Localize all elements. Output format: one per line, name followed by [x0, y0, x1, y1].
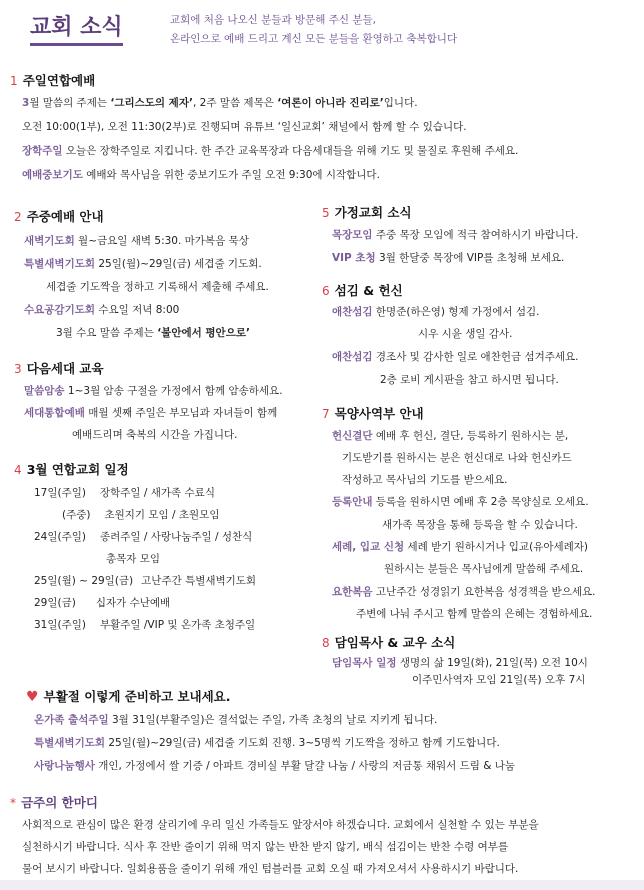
weekly-line-2: 실천하시기 바랍니다. 식사 후 잔반 줄이기 위해 먹지 않는 반찬 받지 않기, 배식 섬김이는 반찬 수령 여부를	[22, 841, 509, 853]
s2-theme: ‘불안에서 평안으로’	[157, 327, 250, 339]
schedule-row	[34, 617, 255, 632]
s7-line-4	[332, 494, 589, 509]
s6-label: 애찬섬김	[332, 351, 373, 363]
s2-line-5	[56, 325, 250, 340]
s1-theme: ‘그리스도의 제자’	[110, 97, 193, 109]
schedule-text: 십자가 수난예배	[95, 597, 171, 609]
s7-line-9: 주변에 나눠 주시고 함께 말씀의 은혜는 경험하세요.	[356, 608, 593, 620]
s6-text: 한명준(하은영) 형제 가정에서 섬김.	[372, 306, 540, 318]
s1-line-1	[22, 95, 418, 110]
s1-line-4	[22, 167, 380, 182]
s6-text: 경조사 및 감사한 일로 애찬헌금 섬겨주세요.	[372, 351, 579, 363]
section-number: 7	[322, 407, 330, 421]
section-number: 8	[322, 636, 330, 650]
schedule-text: 장학주일 / 새가족 수료식	[99, 487, 215, 499]
section-title: 다음세대 교육	[26, 361, 104, 376]
s6-label: 애찬섬김	[332, 306, 373, 318]
s7-text: 예배 후 헌신, 결단, 등록하기 원하시는 분,	[372, 430, 569, 442]
s5-text: 3월 한달중 목장에 VIP를 초청해 보세요.	[375, 252, 565, 264]
section-2-heading	[14, 206, 104, 225]
s2-label: 수요공감기도회	[24, 304, 96, 316]
s3-line-1	[24, 383, 283, 398]
s8-line-1	[332, 655, 588, 670]
schedule-date: 25일(월) ~ 29일(금)	[34, 575, 134, 587]
s7-line-7: 원하시는 분들은 목사님에게 말씀해 주세요.	[384, 563, 584, 575]
easter-label: 사랑나눔행사	[34, 760, 95, 772]
section-8-heading	[322, 632, 455, 651]
s1-line-2: 오전 10:00(1부), 오전 11:30(2부)로 진행되며 유튜브 ‘일신교회’ 채널에서 함께 할 수 있습니다.	[22, 121, 467, 133]
section-title: 담임목사 & 교우 소식	[334, 635, 456, 650]
schedule-date: 17일(주일)	[34, 487, 86, 499]
section-title: 주일연합예배	[22, 73, 96, 88]
s2-line-4	[24, 302, 179, 317]
s2-text: 3월 수요 말씀 주제는	[56, 327, 158, 339]
s7-line-3: 작성하고 목사님의 기도를 받으세요.	[342, 474, 508, 486]
s7-label: 등록안내	[332, 496, 373, 508]
section-number: 1	[10, 74, 18, 88]
s6-line-1	[332, 304, 539, 319]
s2-line-2	[24, 256, 262, 271]
s7-label: 헌신결단	[332, 430, 373, 442]
section-title: 섬김 & 헌신	[334, 283, 403, 298]
easter-label: 특별새벽기도회	[34, 737, 106, 749]
s6-line-3	[332, 349, 579, 364]
s1-label: 장학주일	[22, 145, 63, 157]
s5-text: 주중 목장 모임에 적극 참여하시기 바랍니다.	[372, 229, 579, 241]
easter-text: 3월 31일(부활주일)은 결석없는 주일, 가족 초청의 날로 지키게 됩니다.	[108, 714, 438, 726]
s1-text: 오늘은 장학주일로 지킵니다. 한 주간 교육목장과 다음세대들을 위해 기도 및 물질로 후원해 주세요.	[62, 145, 519, 157]
section-title: 3월 연합교회 일정	[26, 462, 129, 477]
s1-line-3	[22, 143, 518, 158]
section-title: 목양사역부 안내	[334, 406, 424, 421]
section-5-heading	[322, 202, 412, 221]
s5-line-1	[332, 227, 579, 242]
section-number: 4	[14, 463, 22, 477]
section-3-heading	[14, 358, 104, 377]
s3-text: 매월 셋째 주일은 부모님과 자녀들이 함께	[84, 407, 278, 419]
weekly-line-1: 사회적으로 관심이 많은 환경 살리기에 우리 일신 가족들도 앞장서야 하겠습니다. 교회에서 실천할 수 있는 부분을	[22, 819, 539, 831]
schedule-row	[34, 573, 256, 588]
section-number: 6	[322, 284, 330, 298]
section-6-heading	[322, 280, 403, 299]
s8-line-2: 이주민사역자 모임 21일(목) 오후 7시	[412, 674, 586, 686]
schedule-text: 초원지기 모임 / 초원모임	[104, 509, 220, 521]
schedule-row	[106, 551, 160, 566]
s1-text: 월 말씀의 주제는	[29, 97, 111, 109]
s7-text: 세례 받기 원하시거나 입교(유아세례자)	[404, 541, 589, 553]
s3-label: 말씀암송	[24, 385, 65, 397]
s1-label: 예배중보기도	[22, 169, 83, 181]
s3-text: 1~3월 암송 구절을 가정에서 함께 암송하세요.	[64, 385, 283, 397]
schedule-row	[62, 507, 219, 522]
easter-line-3	[34, 758, 515, 773]
s2-text: 25일(월)~29일(금) 세겹줄 기도회.	[95, 258, 262, 270]
s7-text: 고난주간 성경읽기 요한복음 성경책을 받으세요.	[372, 586, 596, 598]
intro-line-2: 온라인으로 예배 드리고 계신 모든 분들을 환영하고 축복합니다	[170, 33, 458, 45]
schedule-date: 31일(주일)	[34, 619, 86, 631]
section-1-heading	[10, 70, 95, 89]
s1-sermon-title: ‘여론이 아니라 진리로’	[277, 97, 384, 109]
s8-text: 생명의 삶 19일(화), 21일(목) 오전 10시	[396, 657, 588, 669]
weekly-heading	[10, 792, 98, 811]
s7-line-1	[332, 428, 568, 443]
footer-bar	[0, 880, 644, 890]
s7-label: 세례, 입교 신청	[332, 541, 405, 553]
schedule-row	[34, 529, 252, 544]
section-title: 주중예배 안내	[26, 209, 104, 224]
weekly-line-3: 물어 보시기 바랍니다. 일회용품을 줄이기 위해 개인 텀블러를 교회 오실 때 가져오셔서 사용하시기 바랍니다.	[22, 863, 519, 875]
easter-label: 온가족 출석주일	[34, 714, 109, 726]
easter-text: 개인, 가정에서 쌀 기증 / 아파트 경비실 부활 달걀 나눔 / 사랑의 저금통 채워서 드림 & 나눔	[94, 760, 516, 772]
easter-heading	[26, 686, 231, 705]
s3-line-3: 예배드리며 축복의 시간을 가집니다.	[72, 429, 238, 441]
schedule-date: 29일(금)	[34, 597, 76, 609]
section-number: 5	[322, 206, 330, 220]
s1-text: , 2주 말씀 제목은	[192, 97, 278, 109]
section-title: 가정교회 소식	[334, 205, 412, 220]
section-4-heading	[14, 459, 129, 478]
s5-line-2	[332, 250, 564, 265]
s2-label: 새벽기도회	[24, 235, 75, 247]
s3-label: 세대통합예배	[24, 407, 85, 419]
easter-line-1	[34, 712, 437, 727]
s6-line-4: 2층 로비 게시판을 참고 하시면 됩니다.	[380, 374, 559, 386]
section-title: 부활절 이렇게 준비하고 보내세요.	[43, 689, 231, 704]
s7-line-5: 새가족 목장을 통해 등록을 할 수 있습니다.	[382, 519, 578, 531]
schedule-text: 총목자 모임	[106, 553, 161, 565]
s2-line-1	[24, 233, 249, 248]
s1-month: 3	[22, 97, 30, 109]
s7-line-2: 기도받기를 원하시는 분은 헌신대로 나와 헌신카드	[342, 452, 572, 464]
schedule-row	[34, 595, 170, 610]
asterisk-icon: *	[10, 796, 16, 810]
schedule-date: 24일(주일)	[34, 531, 86, 543]
schedule-text: 고난주간 특별새벽기도회	[141, 575, 257, 587]
s1-text: 예배와 목사님을 위한 중보기도가 주일 오전 9:30에 시작합니다.	[82, 169, 380, 181]
section-number: 3	[14, 362, 22, 376]
s6-line-2: 시우 시윤 생일 감사.	[418, 328, 513, 340]
section-title: 금주의 한마디	[21, 795, 98, 810]
s5-label: VIP 초청	[332, 252, 376, 264]
s7-text: 등록을 원하시면 예배 후 2층 목양실로 오세요.	[372, 496, 589, 508]
s2-text: 월~금요일 새벽 5:30. 마가복음 묵상	[74, 235, 249, 247]
intro-line-1: 교회에 처음 나오신 분들과 방문해 주신 분들,	[170, 14, 376, 26]
schedule-text: 종려주일 / 사랑나눔주일 / 성찬식	[99, 531, 253, 543]
s7-label: 요한복음	[332, 586, 373, 598]
s2-line-3: 세겹줄 기도짝을 정하고 기록해서 제출해 주세요.	[46, 281, 269, 293]
s1-text: 입니다.	[383, 97, 418, 109]
easter-text: 25일(월)~29일(금) 세겹줄 기도회 진행. 3~5명씩 기도짝을 정하고 함께 기도합니다.	[105, 737, 500, 749]
heart-icon: ♥	[26, 689, 39, 705]
schedule-text: 부활주일 /VIP 및 온가족 초청주일	[99, 619, 256, 631]
s7-line-6	[332, 539, 588, 554]
schedule-row	[34, 485, 215, 500]
section-number: 2	[14, 210, 22, 224]
section-7-heading	[322, 403, 424, 422]
schedule-date: (주중)	[62, 509, 91, 521]
easter-line-2	[34, 735, 500, 750]
s3-line-2	[24, 405, 277, 420]
page-title: 교회 소식	[30, 10, 123, 46]
s2-text: 수요일 저녁 8:00	[95, 304, 180, 316]
s8-label: 담임목사 일정	[332, 657, 397, 669]
s5-label: 목장모임	[332, 229, 373, 241]
s2-label: 특별새벽기도회	[24, 258, 96, 270]
s7-line-8	[332, 584, 595, 599]
